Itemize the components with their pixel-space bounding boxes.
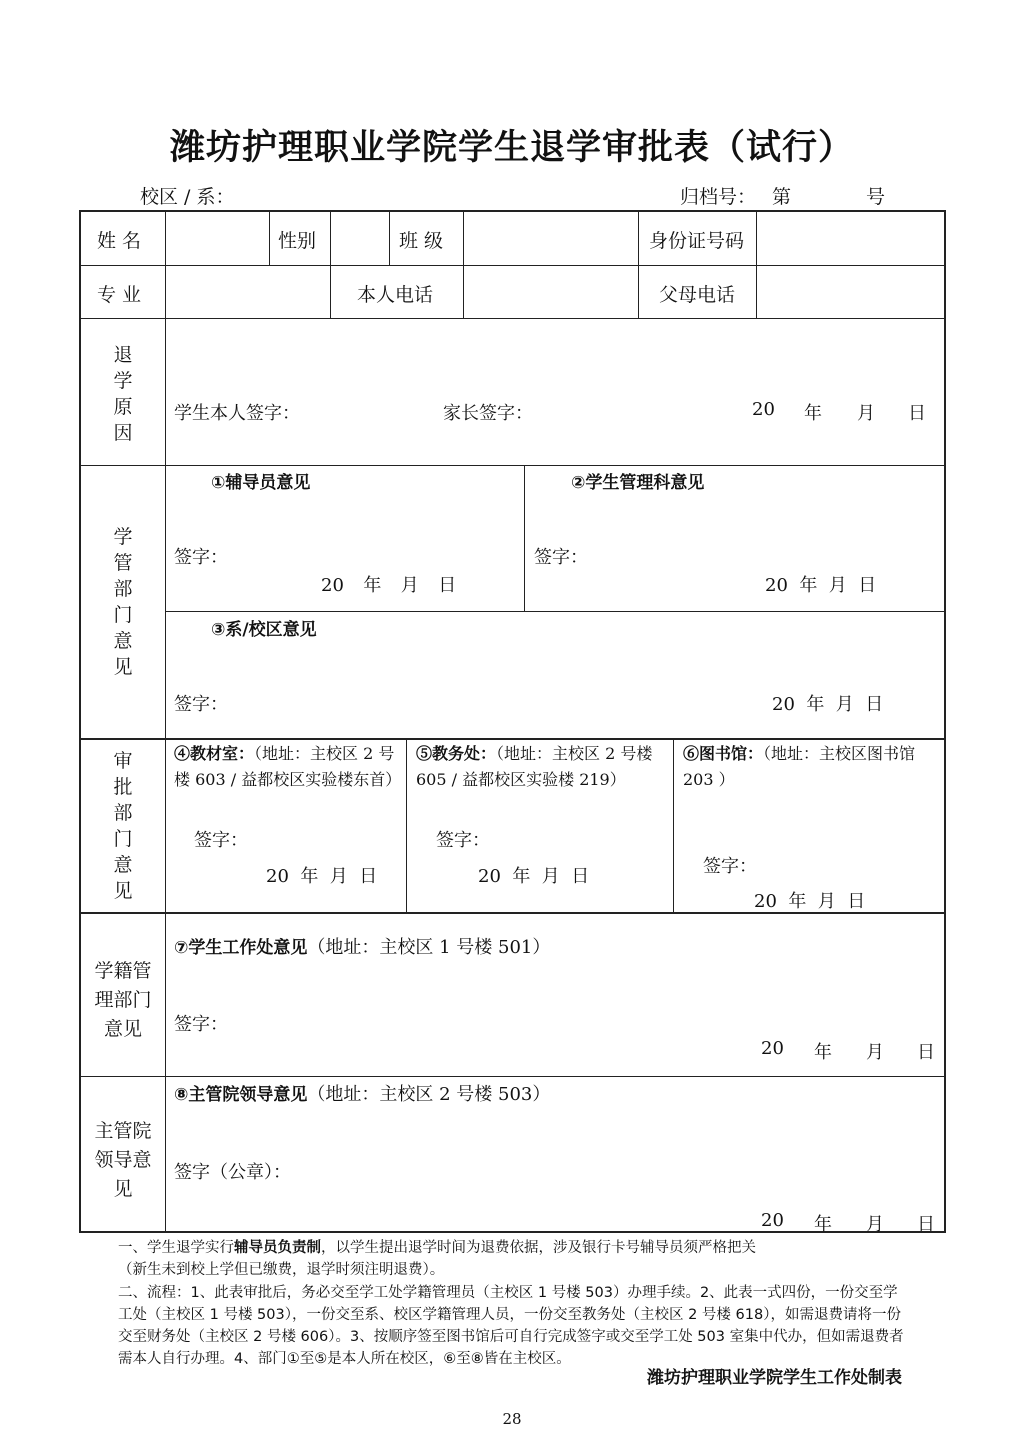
id-number-field[interactable]: [758, 214, 938, 264]
counselor-date: 20 年 月 日: [321, 575, 457, 596]
leader-label: 主管院 领导意 见: [94, 1120, 152, 1200]
dept-date: 20 年 月 日: [772, 694, 884, 715]
student-affairs-sign-label: 签字：: [174, 1014, 228, 1035]
reason-date-yue: 月: [857, 403, 875, 424]
student-mgmt-opinion-heading: ②学生管理科意见: [571, 473, 705, 493]
reason-date-nian: 年: [804, 403, 822, 424]
note-2: 二、流程：1、此表审批后，务必交至学工处学籍管理员（主校区 1 号楼 503）办理手续。2、此表一式四份，一份交至学工处（主校区 1 号楼 503），一份交至系、校区学籍管理人员，一份交至教务处（主校区 2 号楼 618），如需退费请将一份交至财务处（主校区 2 号楼 606）。3、按顺序签至图书馆后可自行完成签字或交至学工处 503 室集中代办，但如需退费者需本人自行办理。4、部门①至⑤是本人所在校区，⑥至⑧皆在主校区。: [118, 1285, 904, 1367]
xueguan-label: 学 管 部 门 意 见: [113, 526, 133, 678]
leader-sign-label: 签字（公章）：: [174, 1162, 291, 1183]
academic-affairs-address: （地址：主校区 2 号楼 605 / 益都校区实验楼 219）: [416, 744, 653, 789]
leader-date-yue: 月: [866, 1214, 884, 1235]
xueji-date-ri: 日: [917, 1042, 935, 1063]
archive-hao: 号: [866, 186, 886, 208]
archive-di: 第: [772, 186, 792, 208]
id-number-label: 身份证号码: [649, 230, 745, 252]
campus-label: 校区 / 系：: [140, 186, 235, 208]
xueji-date-nian: 年: [814, 1042, 832, 1063]
library-block: [683, 741, 938, 793]
textbook-office-address: （地址：主校区 2 号楼 603 / 益都校区实验楼东首）: [174, 744, 402, 789]
student-mgmt-sign-label: 签字：: [534, 547, 588, 568]
name-label: 姓 名: [97, 230, 142, 252]
xueji-date-year: 20: [761, 1038, 784, 1059]
reason-label: 退 学 原 因: [113, 344, 133, 444]
textbook-office-heading: ④教材室：: [174, 744, 255, 763]
library-room: 203 ）: [683, 770, 735, 789]
student-mgmt-date: 20 年 月 日: [765, 575, 877, 596]
gender-field[interactable]: [332, 214, 387, 264]
page-title: 潍坊护理职业学院学生退学审批表（试行）: [169, 128, 854, 168]
student-affairs-heading: ⑦学生工作处意见: [174, 938, 308, 958]
academic-affairs-heading: ⑤教务处：: [416, 744, 497, 763]
own-phone-field[interactable]: [465, 268, 635, 316]
academic-date: 20 年 月 日: [478, 866, 590, 887]
parent-phone-label: 父母电话: [659, 284, 736, 306]
dept-opinion-heading: ③系/校区意见: [211, 620, 317, 640]
student-affairs-block: [174, 933, 550, 959]
xueji-label: 学籍管 理部门 意见: [94, 960, 152, 1040]
library-heading: ⑥图书馆：: [683, 744, 764, 763]
leader-date-year: 20: [761, 1210, 784, 1231]
shenpi-label: 审 批 部 门 意 见: [113, 750, 133, 902]
library-date: 20 年 月 日: [754, 891, 866, 912]
academic-affairs-block: [416, 741, 666, 793]
name-field[interactable]: [167, 214, 267, 264]
leader-heading: ⑧主管院领导意见: [174, 1085, 308, 1105]
leader-date-ri: 日: [917, 1214, 935, 1235]
parent-phone-field[interactable]: [758, 268, 938, 316]
approval-form-table: [79, 210, 946, 1233]
leader-block: [174, 1080, 550, 1106]
own-phone-label: 本人电话: [357, 284, 434, 306]
major-label: 专 业: [97, 284, 142, 306]
xueji-date-yue: 月: [866, 1042, 884, 1063]
library-sign-label: 签字：: [703, 856, 757, 877]
class-field[interactable]: [465, 214, 635, 264]
reason-date-ri: 日: [908, 403, 926, 424]
counselor-opinion-heading: ①辅导员意见: [211, 473, 311, 493]
gender-label: 性别: [278, 230, 317, 252]
textbook-office-block: [174, 741, 402, 793]
parent-sign-label: 家长签字：: [443, 403, 533, 424]
leader-date-nian: 年: [814, 1214, 832, 1235]
student-affairs-address: （地址：主校区 1 号楼 501）: [307, 937, 551, 958]
dept-sign-label: 签字：: [174, 694, 228, 715]
textbook-date: 20 年 月 日: [266, 866, 378, 887]
class-label: 班 级: [399, 230, 444, 252]
note-1: 一、学生退学实行辅导员负责制，以学生提出退学时间为退费依据，涉及银行卡号辅导员须严格把关 （新生未到校上学但已缴费，退学时须注明退费）。: [118, 1240, 756, 1278]
major-field[interactable]: [167, 268, 327, 316]
page-number: 28: [502, 1410, 522, 1428]
textbook-sign-label: 签字：: [194, 830, 248, 851]
counselor-sign-label: 签字：: [174, 547, 228, 568]
library-address: （地址：主校区图书馆: [763, 744, 916, 763]
footer-org: 潍坊护理职业学院学生工作处制表: [647, 1368, 902, 1388]
student-sign-label: 学生本人签字：: [174, 403, 300, 424]
academic-sign-label: 签字：: [436, 830, 490, 851]
reason-date-year: 20: [752, 399, 775, 420]
leader-address: （地址：主校区 2 号楼 503）: [307, 1084, 551, 1105]
archive-label: 归档号：: [680, 186, 757, 208]
